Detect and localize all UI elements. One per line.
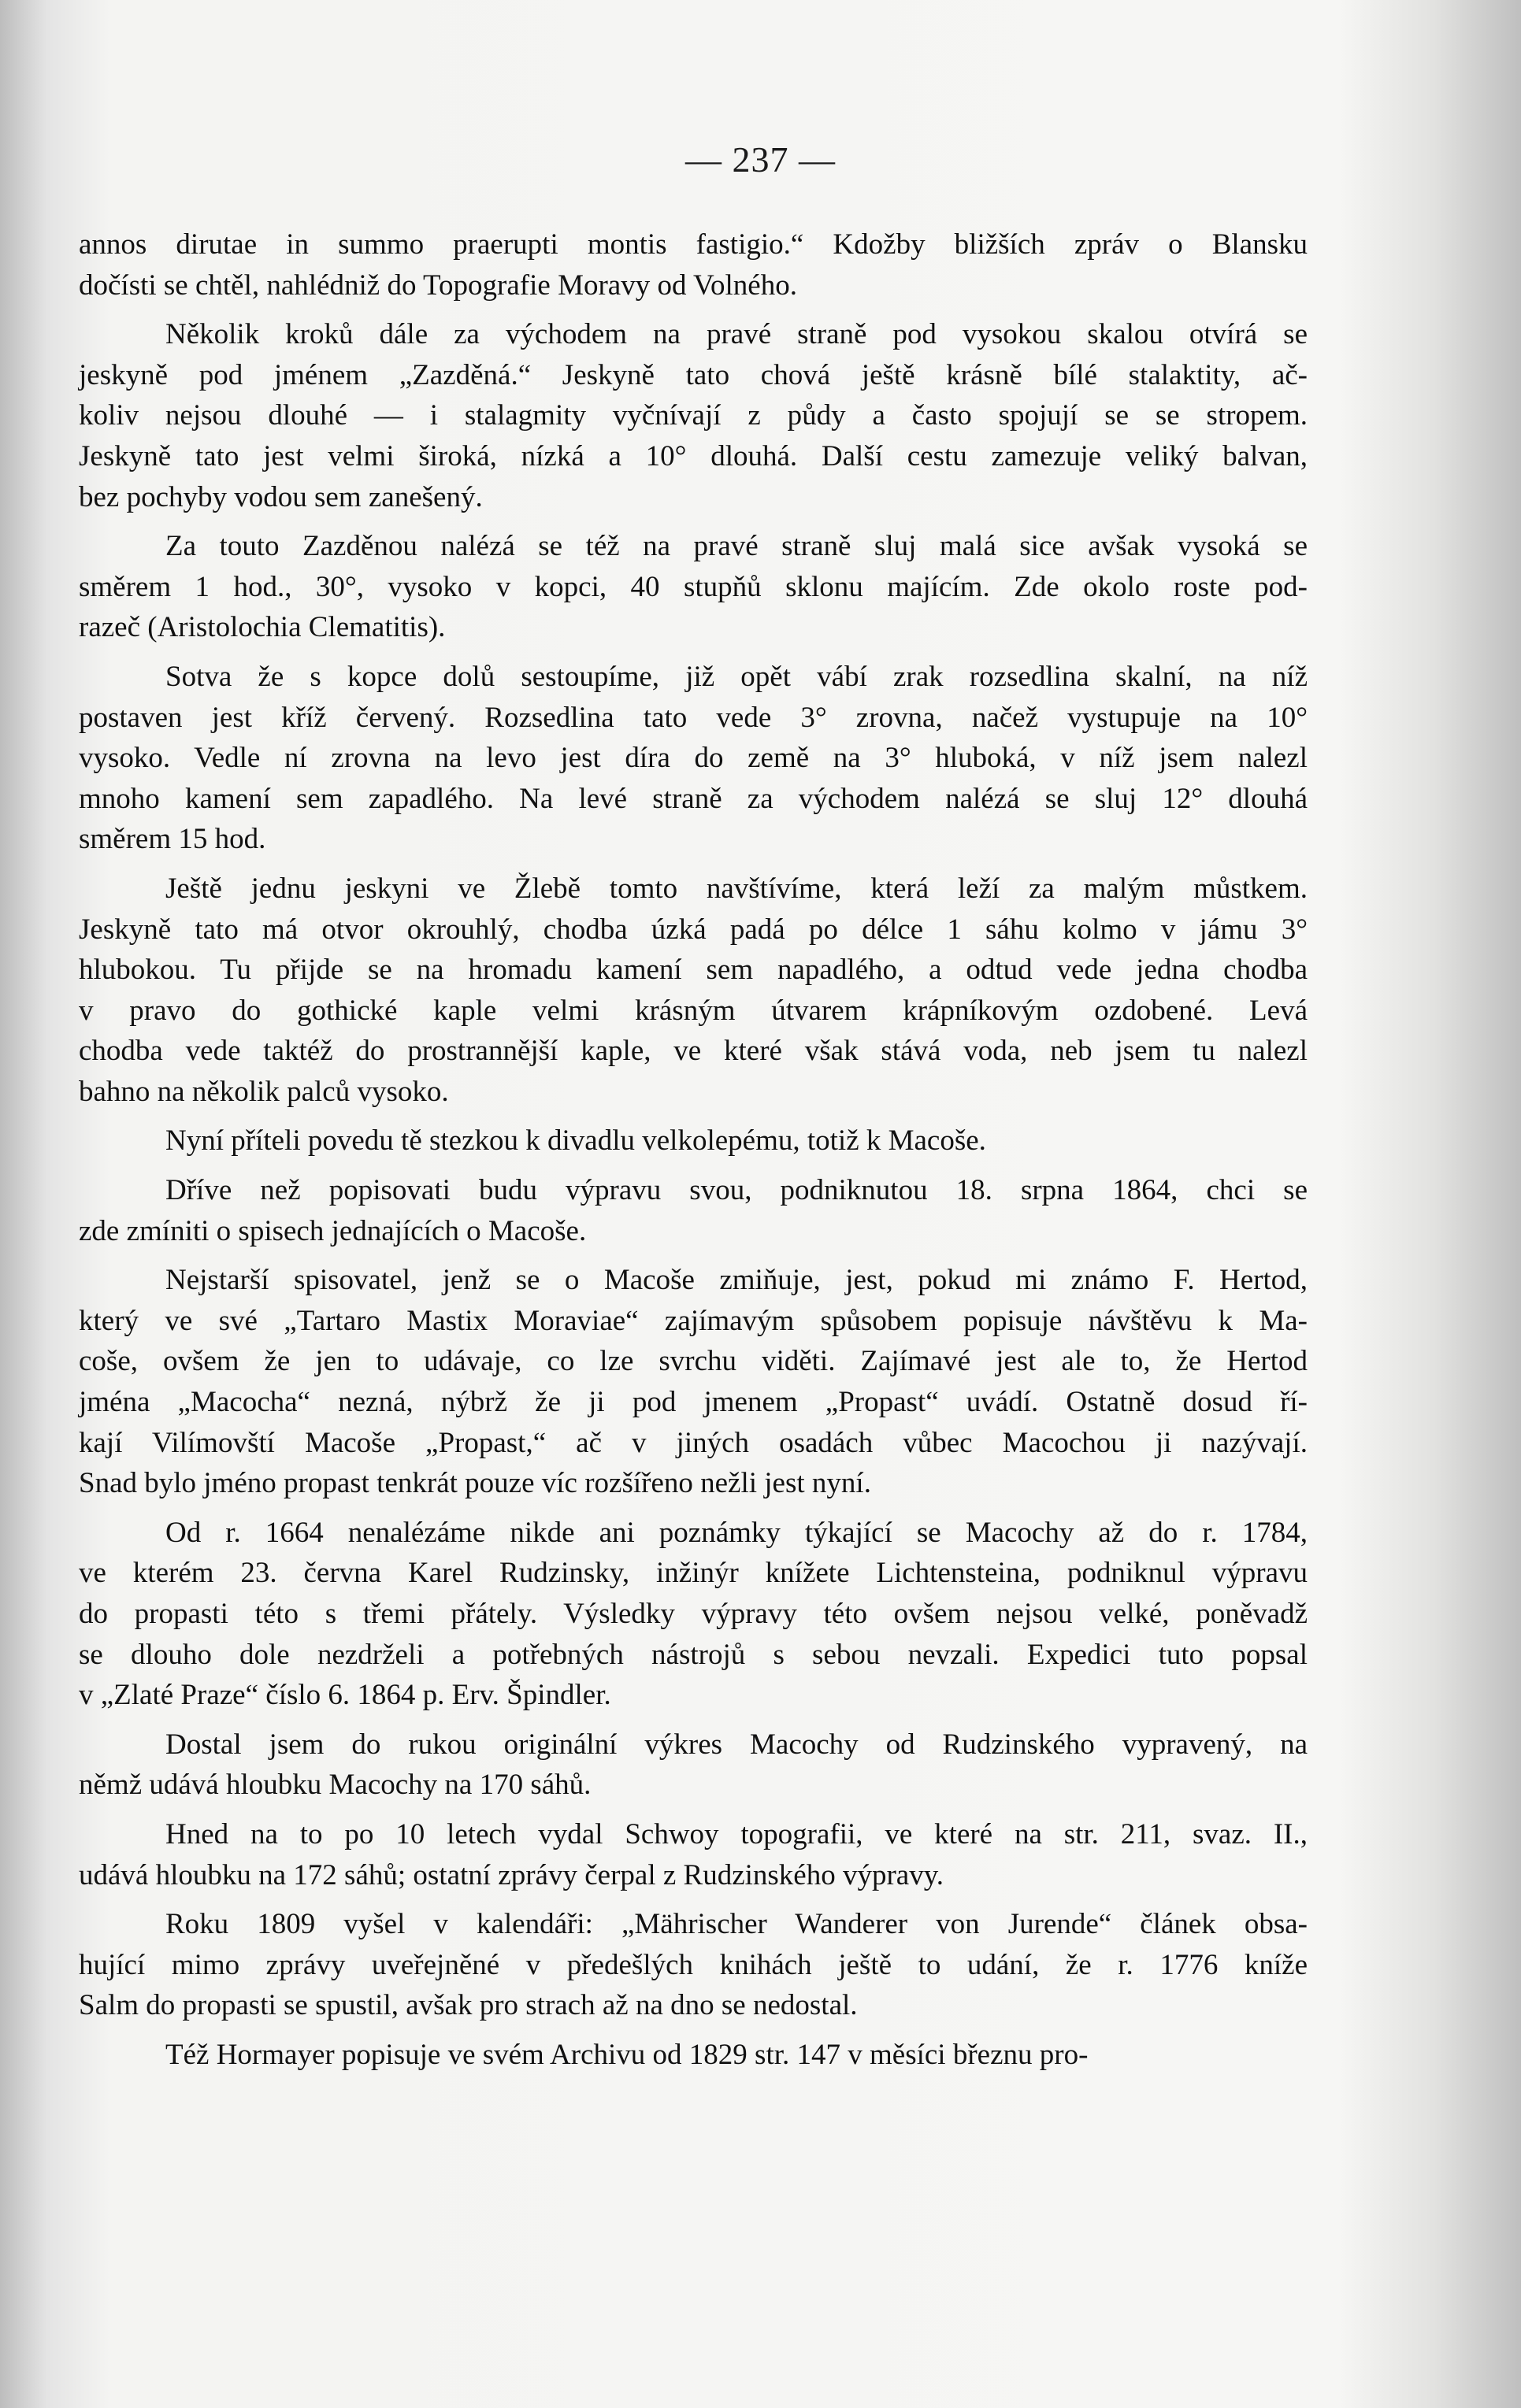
- text-line: který ve své „Tartaro Mastix Moraviae“ zajímavým spůsobem popisuje návštěvu k Ma-: [79, 1304, 1308, 1337]
- paragraph: [79, 869, 1308, 1113]
- text-line: coše, ovšem že jen to udávaje, co lze svrchu viděti. Zajímavé jest ale to, že Hertod: [79, 1345, 1308, 1378]
- text-line: Salm do propasti se spustil, avšak pro strach až na dno se nedostal.: [79, 1989, 858, 2022]
- paragraph: [79, 1904, 1308, 2026]
- text-line: postaven jest kříž červený. Rozsedlina tato vede 3° zrovna, načež vystupuje na 10°: [79, 701, 1308, 734]
- text-line: razeč (Aristolochia Clematitis).: [79, 611, 446, 644]
- text-line: jeskyně pod jménem „Zazděná.“ Jeskyně tato chová ještě krásně bílé stalaktity, ač-: [79, 358, 1308, 391]
- paragraph: [79, 1513, 1308, 1716]
- text-line: Nejstarší spisovatel, jenž se o Macoše zmiňuje, jest, pokud mi známo F. Hertod,: [165, 1264, 1308, 1297]
- text-line: Několik kroků dále za východem na pravé straně pod vysokou skalou otvírá se: [165, 318, 1308, 351]
- text-line: Dříve než popisovati budu výpravu svou, podniknutou 18. srpna 1864, chci se: [165, 1174, 1308, 1207]
- paragraph: [79, 1170, 1308, 1251]
- text-line: Hned na to po 10 letech vydal Schwoy topografii, ve které na str. 211, svaz. II.,: [165, 1817, 1308, 1850]
- text-line: annos dirutae in summo praerupti montis fastigio.“ Kdožby bližších zpráv o Blansku: [79, 228, 1308, 261]
- text-line: bez pochyby vodou sem zanešený.: [79, 480, 483, 513]
- text-line: ve kterém 23. června Karel Rudzinsky, inžinýr knížete Lichtensteina, podniknul výpravu: [79, 1557, 1308, 1590]
- text-line: Za touto Zazděnou nalézá se též na pravé straně sluj malá sice avšak vysoká se: [165, 530, 1308, 563]
- text-line: Jeskyně tato má otvor okrouhlý, chodba úzká padá po délce 1 sáhu kolmo v jámu 3°: [79, 913, 1308, 946]
- paragraph: [79, 1260, 1308, 1504]
- text-line: Též Hormayer popisuje ve svém Archivu od 1829 str. 147 v měsíci březnu pro-: [165, 2038, 1089, 2071]
- text-line: hlubokou. Tu přijde se na hromadu kamení sem napadlého, a odtud vede jedna chodba: [79, 954, 1308, 987]
- paragraph: [79, 2035, 1308, 2076]
- text-line: bahno na několik palců vysoko.: [79, 1075, 449, 1108]
- text-line: do propasti této s třemi přátely. Výsledky výpravy této ovšem nejsou velké, poněvadž: [79, 1598, 1308, 1630]
- paragraph: [79, 526, 1308, 648]
- text-line: hující mimo zprávy uveřejněné v předešlých knihách ještě to udání, že r. 1776 kníže: [79, 1948, 1308, 1981]
- text-line: Jeskyně tato jest velmi široká, nízká a 10° dlouhá. Další cestu zamezuje veliký balvan,: [79, 439, 1308, 472]
- paragraph: [79, 657, 1308, 860]
- text-line: Dostal jsem do rukou originální výkres Macochy od Rudzinského vypravený, na: [165, 1728, 1308, 1761]
- text-line: koliv nejsou dlouhé — i stalagmity vyčnívají z půdy a často spojují se se stropem.: [79, 399, 1308, 432]
- text-line: se dlouho dole nezdrželi a potřebných nástrojů s sebou nevzali. Expedici tuto popsal: [79, 1638, 1308, 1671]
- paragraph: [79, 1121, 1308, 1161]
- text-line: směrem 1 hod., 30°, vysoko v kopci, 40 stupňů sklonu majícím. Zde okolo roste pod-: [79, 570, 1308, 603]
- text-line: chodba vede taktéž do prostrannější kaple, ve které však stává voda, neb jsem tu nalezl: [79, 1035, 1308, 1068]
- paragraph: [79, 314, 1308, 517]
- paragraph: [79, 1814, 1308, 1895]
- text-line: vysoko. Vedle ní zrovna na levo jest díra do země na 3° hluboká, v níž jsem nalezl: [79, 742, 1308, 775]
- text-line: Od r. 1664 nenalézáme nikde ani poznámky týkající se Macochy až do r. 1784,: [165, 1516, 1308, 1549]
- text-line: směrem 15 hod.: [79, 823, 266, 856]
- body-text: [79, 224, 1308, 2084]
- text-line: kají Vilímovští Macoše „Propast,“ ač v jiných osadách vůbec Macochou ji nazývají.: [79, 1426, 1308, 1459]
- text-line: Snad bylo jméno propast tenkrát pouze víc rozšířeno nežli jest nyní.: [79, 1467, 871, 1500]
- text-line: Nyní příteli povedu tě stezkou k divadlu velkolepému, totiž k Macoše.: [165, 1124, 986, 1158]
- paragraph: [79, 224, 1308, 306]
- text-line: Sotva že s kopce dolů sestoupíme, již opět vábí zrak rozsedlina skalní, na níž: [165, 660, 1308, 693]
- text-line: Ještě jednu jeskyni ve Žlebě tomto navštívíme, která leží za malým můstkem.: [165, 872, 1308, 905]
- text-line: v pravo do gothické kaple velmi krásným útvarem krápníkovým ozdobené. Levá: [79, 994, 1308, 1027]
- paragraph: [79, 1724, 1308, 1806]
- text-line: zde zmíniti o spisech jednajících o Macoše.: [79, 1214, 587, 1247]
- text-line: němž udává hloubku Macochy na 170 sáhů.: [79, 1769, 592, 1802]
- text-line: udává hloubku na 172 sáhů; ostatní zprávy čerpal z Rudzinského výpravy.: [79, 1858, 944, 1891]
- page-number: — 237 —: [685, 139, 836, 180]
- text-line: jména „Macocha“ nezná, nýbrž že ji pod jmenem „Propast“ uvádí. Ostatně dosud ří-: [79, 1386, 1308, 1419]
- text-line: v „Zlaté Praze“ číslo 6. 1864 p. Erv. Špindler.: [79, 1679, 611, 1712]
- text-line: Roku 1809 vyšel v kalendáři: „Mährischer Wanderer von Jurende“ článek obsa-: [165, 1908, 1308, 1941]
- text-line: mnoho kamení sem zapadlého. Na levé straně za východem nalézá se sluj 12° dlouhá: [79, 782, 1308, 815]
- text-line: dočísti se chtěl, nahlédniž do Topografie Moravy od Volného.: [79, 269, 797, 302]
